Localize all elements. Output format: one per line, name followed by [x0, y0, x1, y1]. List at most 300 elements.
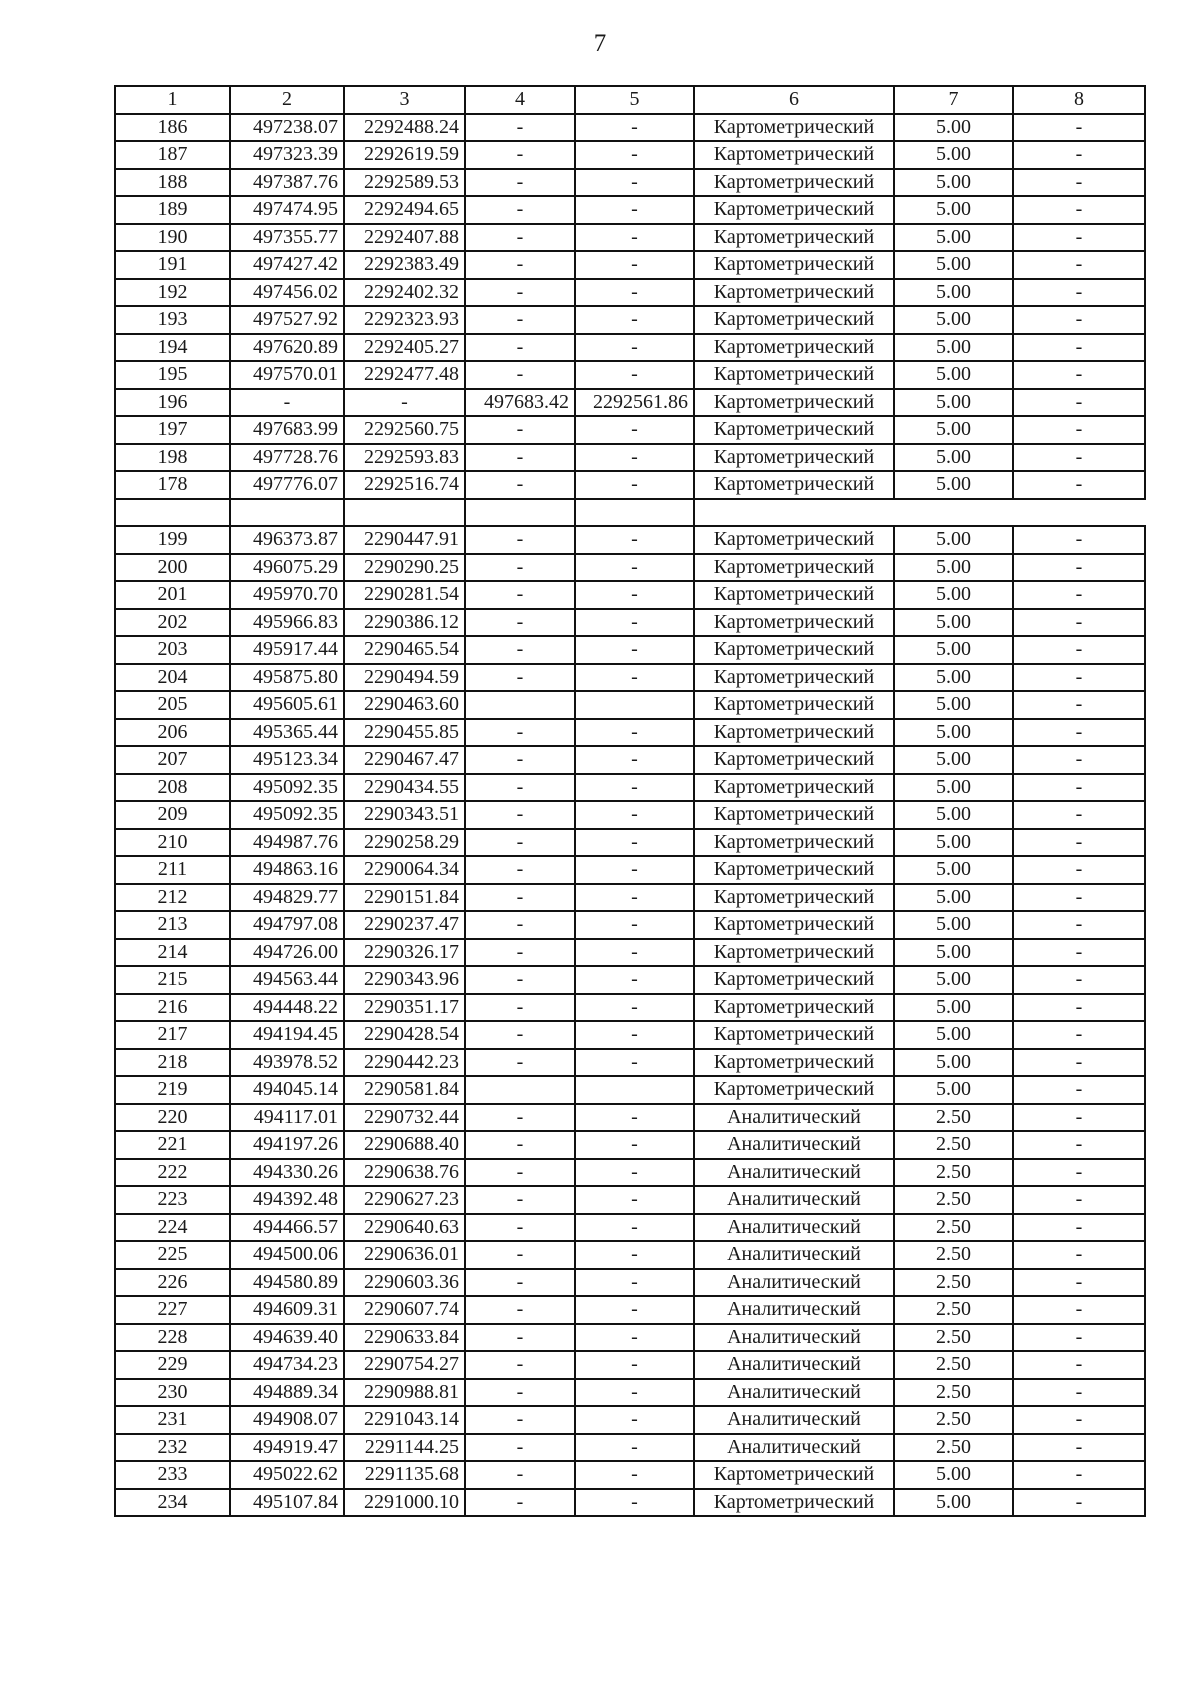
table-cell: 2290465.54 [344, 636, 465, 664]
table-cell: 5.00 [894, 1076, 1013, 1104]
table-cell: 2291135.68 [344, 1461, 465, 1489]
table-cell: - [1013, 664, 1145, 692]
table-row [115, 994, 1145, 1022]
table-cell: - [575, 1489, 694, 1517]
table-cell: 188 [115, 169, 230, 197]
table-cell: Аналитический [694, 1241, 894, 1269]
table-row [115, 1049, 1145, 1077]
table-cell: 2290638.76 [344, 1159, 465, 1187]
table-cell: 494197.26 [230, 1131, 344, 1159]
table-cell: 222 [115, 1159, 230, 1187]
table-cell: 214 [115, 939, 230, 967]
table-cell: - [575, 1049, 694, 1077]
table-cell: 2.50 [894, 1379, 1013, 1407]
table-cell: 494726.00 [230, 939, 344, 967]
table-cell: - [1013, 279, 1145, 307]
table-cell [575, 691, 694, 719]
table-cell: - [465, 416, 575, 444]
table-cell: - [465, 1241, 575, 1269]
table-cell: 196 [115, 389, 230, 417]
table-cell: - [465, 994, 575, 1022]
table-cell: - [465, 114, 575, 142]
table-cell: 494797.08 [230, 911, 344, 939]
table-row [115, 554, 1145, 582]
table-row [115, 829, 1145, 857]
table-cell [465, 691, 575, 719]
table-cell: - [1013, 1104, 1145, 1132]
table-cell: 5.00 [894, 636, 1013, 664]
table-cell: 2290064.34 [344, 856, 465, 884]
table-cell: 497355.77 [230, 224, 344, 252]
table-cell: 234 [115, 1489, 230, 1517]
table-row [115, 1269, 1145, 1297]
table-row [115, 416, 1145, 444]
table-cell: 225 [115, 1241, 230, 1269]
table-cell: 2290988.81 [344, 1379, 465, 1407]
table-cell: - [465, 1104, 575, 1132]
table-cell: 494734.23 [230, 1351, 344, 1379]
table-cell: 2290326.17 [344, 939, 465, 967]
table-cell: 494987.76 [230, 829, 344, 857]
table-cell: - [1013, 1351, 1145, 1379]
table-row [115, 884, 1145, 912]
table-cell: Картометрический [694, 664, 894, 692]
table-cell: - [1013, 1379, 1145, 1407]
table-cell: 5.00 [894, 994, 1013, 1022]
table-cell: - [230, 389, 344, 417]
table-cell: - [575, 774, 694, 802]
table-cell: 5.00 [894, 444, 1013, 472]
table-cell: 494919.47 [230, 1434, 344, 1462]
table-cell: - [465, 1379, 575, 1407]
table-cell: 232 [115, 1434, 230, 1462]
table-cell: 5.00 [894, 361, 1013, 389]
table-row [115, 1159, 1145, 1187]
table-cell: 497238.07 [230, 114, 344, 142]
table-cell: 2290151.84 [344, 884, 465, 912]
table-row [115, 636, 1145, 664]
table-cell: - [575, 1379, 694, 1407]
table-cell: 497683.42 [465, 389, 575, 417]
table-cell: - [465, 939, 575, 967]
table-cell: 2290351.17 [344, 994, 465, 1022]
table-cell: - [575, 856, 694, 884]
table-cell: - [1013, 994, 1145, 1022]
table-cell: 5.00 [894, 1049, 1013, 1077]
table-row [115, 471, 1145, 499]
table-cell: - [575, 884, 694, 912]
table-cell: Картометрический [694, 994, 894, 1022]
table-cell: 5.00 [894, 609, 1013, 637]
table-cell: - [1013, 361, 1145, 389]
table-cell: - [1013, 719, 1145, 747]
table-cell: - [575, 801, 694, 829]
table-cell: - [465, 884, 575, 912]
table-cell: - [465, 911, 575, 939]
table-cell: Картометрический [694, 1021, 894, 1049]
table-cell: 2291043.14 [344, 1406, 465, 1434]
table-cell: - [1013, 884, 1145, 912]
table-cell: 2292477.48 [344, 361, 465, 389]
table-cell: - [465, 1159, 575, 1187]
table-cell: - [465, 1131, 575, 1159]
table-cell: 2290603.36 [344, 1269, 465, 1297]
table-cell: - [575, 1131, 694, 1159]
table-cell: Картометрический [694, 554, 894, 582]
table-cell: 494466.57 [230, 1214, 344, 1242]
table-cell: 2292494.65 [344, 196, 465, 224]
table-cell: - [575, 1186, 694, 1214]
table-cell: - [465, 444, 575, 472]
table-cell: 216 [115, 994, 230, 1022]
table-cell: 2290428.54 [344, 1021, 465, 1049]
table-row [115, 279, 1145, 307]
table-cell: 220 [115, 1104, 230, 1132]
coordinates-table [114, 85, 1146, 1517]
table-cell: 494117.01 [230, 1104, 344, 1132]
table-cell: 2.50 [894, 1324, 1013, 1352]
table-cell: 2290581.84 [344, 1076, 465, 1104]
table-cell: - [575, 1406, 694, 1434]
table-cell: 495605.61 [230, 691, 344, 719]
table-cell: 5.00 [894, 169, 1013, 197]
table-cell: Аналитический [694, 1406, 894, 1434]
table-cell: - [465, 1489, 575, 1517]
table-cell: 187 [115, 141, 230, 169]
table-cell: - [575, 994, 694, 1022]
table-cell: - [1013, 636, 1145, 664]
table-cell: - [575, 1159, 694, 1187]
table-cell: Картометрический [694, 416, 894, 444]
table-cell: 2290636.01 [344, 1241, 465, 1269]
table-cell: 5.00 [894, 884, 1013, 912]
table-cell: 208 [115, 774, 230, 802]
table-row [115, 389, 1145, 417]
table-cell: 213 [115, 911, 230, 939]
table-cell: 497620.89 [230, 334, 344, 362]
table-cell: Картометрический [694, 196, 894, 224]
table-cell: 5.00 [894, 224, 1013, 252]
table-cell: Картометрический [694, 114, 894, 142]
table-cell: Аналитический [694, 1296, 894, 1324]
table-row [115, 361, 1145, 389]
table-cell: - [575, 1241, 694, 1269]
table-cell: - [1013, 829, 1145, 857]
table-cell: - [575, 444, 694, 472]
table-cell: 2290442.23 [344, 1049, 465, 1077]
table-cell: 5.00 [894, 279, 1013, 307]
table-cell: 2292593.83 [344, 444, 465, 472]
table-row [115, 334, 1145, 362]
table-cell: 2290463.60 [344, 691, 465, 719]
table-cell: - [1013, 334, 1145, 362]
table-cell: - [1013, 801, 1145, 829]
table-cell: 5.00 [894, 1461, 1013, 1489]
empty-cell [344, 499, 465, 527]
table-cell: 5.00 [894, 141, 1013, 169]
table-row [115, 1104, 1145, 1132]
table-cell: - [1013, 1269, 1145, 1297]
table-cell: - [1013, 1049, 1145, 1077]
table-cell: 494889.34 [230, 1379, 344, 1407]
table-row [115, 251, 1145, 279]
table-cell: Картометрический [694, 361, 894, 389]
table-cell: Аналитический [694, 1104, 894, 1132]
table-cell: 2.50 [894, 1241, 1013, 1269]
table-cell: Аналитический [694, 1269, 894, 1297]
table-cell: Картометрический [694, 719, 894, 747]
column-header: 7 [894, 86, 1013, 114]
table-cell: 497728.76 [230, 444, 344, 472]
table-cell: 2292407.88 [344, 224, 465, 252]
table-row [115, 196, 1145, 224]
table-cell: - [465, 1351, 575, 1379]
table-cell: - [465, 1296, 575, 1324]
table-row [115, 719, 1145, 747]
table-cell: 495966.83 [230, 609, 344, 637]
table-cell: 5.00 [894, 416, 1013, 444]
table-cell: - [575, 1021, 694, 1049]
table-cell: - [1013, 114, 1145, 142]
table-cell: 204 [115, 664, 230, 692]
table-cell: - [465, 1021, 575, 1049]
table-row [115, 114, 1145, 142]
table-cell: - [465, 251, 575, 279]
table-cell: 2290494.59 [344, 664, 465, 692]
table-cell: 494639.40 [230, 1324, 344, 1352]
table-cell: 186 [115, 114, 230, 142]
table-cell: 495107.84 [230, 1489, 344, 1517]
table-cell: 2290633.84 [344, 1324, 465, 1352]
table-cell: - [465, 856, 575, 884]
table-cell: 5.00 [894, 1489, 1013, 1517]
table-cell: - [465, 1434, 575, 1462]
table-cell: Картометрический [694, 581, 894, 609]
table-row [115, 1379, 1145, 1407]
table-cell: 5.00 [894, 966, 1013, 994]
table-cell [575, 1076, 694, 1104]
table-cell: - [575, 141, 694, 169]
table-cell: Картометрический [694, 279, 894, 307]
table-cell: - [465, 224, 575, 252]
table-cell: 2292402.32 [344, 279, 465, 307]
table-cell: - [1013, 856, 1145, 884]
table-cell: Картометрический [694, 911, 894, 939]
table-cell: - [465, 471, 575, 499]
table-cell: - [575, 1434, 694, 1462]
table-cell: 210 [115, 829, 230, 857]
table-cell: 2290732.44 [344, 1104, 465, 1132]
table-cell: 5.00 [894, 526, 1013, 554]
table-cell: Картометрический [694, 306, 894, 334]
table-cell: - [575, 636, 694, 664]
table-cell: 495092.35 [230, 774, 344, 802]
table-cell: 495022.62 [230, 1461, 344, 1489]
table-cell: - [1013, 554, 1145, 582]
column-header: 5 [575, 86, 694, 114]
table-cell: - [465, 1324, 575, 1352]
table-cell: 192 [115, 279, 230, 307]
table-cell: - [1013, 1406, 1145, 1434]
table-cell: 221 [115, 1131, 230, 1159]
table-cell: 5.00 [894, 664, 1013, 692]
table-cell: 494563.44 [230, 966, 344, 994]
table-cell: 2.50 [894, 1159, 1013, 1187]
table-cell: Аналитический [694, 1324, 894, 1352]
table-cell: 5.00 [894, 389, 1013, 417]
table-cell: 207 [115, 746, 230, 774]
table-cell: - [1013, 1241, 1145, 1269]
table-cell: 2290447.91 [344, 526, 465, 554]
column-header: 4 [465, 86, 575, 114]
table-cell: 2290754.27 [344, 1351, 465, 1379]
table-cell: 5.00 [894, 554, 1013, 582]
empty-cell [575, 499, 694, 527]
table-cell: 2290237.47 [344, 911, 465, 939]
table-cell: 2290281.54 [344, 581, 465, 609]
column-header: 6 [694, 86, 894, 114]
table-cell: - [465, 966, 575, 994]
table-cell: - [465, 1049, 575, 1077]
table-row [115, 1489, 1145, 1517]
table-cell: Картометрический [694, 444, 894, 472]
empty-cell [694, 499, 1145, 527]
table-cell: Картометрический [694, 1461, 894, 1489]
table-row [115, 746, 1145, 774]
empty-cell [115, 499, 230, 527]
table-cell: - [1013, 581, 1145, 609]
table-cell: 198 [115, 444, 230, 472]
table-row [115, 1076, 1145, 1104]
table-cell: 2.50 [894, 1406, 1013, 1434]
table-cell: 5.00 [894, 471, 1013, 499]
table-cell: 5.00 [894, 939, 1013, 967]
table-row [115, 1296, 1145, 1324]
table-cell: 494392.48 [230, 1186, 344, 1214]
table-cell: Аналитический [694, 1159, 894, 1187]
table-cell: 2292560.75 [344, 416, 465, 444]
table-cell: 5.00 [894, 334, 1013, 362]
table-row [115, 1214, 1145, 1242]
table-cell: Картометрический [694, 224, 894, 252]
table-cell: 2.50 [894, 1131, 1013, 1159]
table-cell: - [1013, 1461, 1145, 1489]
table-cell: 2.50 [894, 1214, 1013, 1242]
table-cell: Картометрический [694, 774, 894, 802]
table-cell: 215 [115, 966, 230, 994]
table-cell: Картометрический [694, 471, 894, 499]
table-cell: Картометрический [694, 966, 894, 994]
table-cell: 494829.77 [230, 884, 344, 912]
table-row [115, 169, 1145, 197]
table-cell: 495917.44 [230, 636, 344, 664]
table-row [115, 966, 1145, 994]
table-cell: - [465, 774, 575, 802]
table-cell: - [575, 279, 694, 307]
table-row [115, 801, 1145, 829]
table-cell: - [1013, 966, 1145, 994]
table-cell: 201 [115, 581, 230, 609]
table-cell: 226 [115, 1269, 230, 1297]
table-cell: - [1013, 1021, 1145, 1049]
table-cell: - [1013, 939, 1145, 967]
table-cell: - [575, 939, 694, 967]
table-cell: - [465, 334, 575, 362]
table-cell: - [1013, 911, 1145, 939]
table-cell: 200 [115, 554, 230, 582]
table-cell: 2290343.96 [344, 966, 465, 994]
table-row [115, 691, 1145, 719]
table-cell: 494330.26 [230, 1159, 344, 1187]
table-cell: - [575, 746, 694, 774]
table-cell: - [1013, 416, 1145, 444]
table-cell: - [465, 801, 575, 829]
table-cell: - [465, 1461, 575, 1489]
table-cell: Картометрический [694, 141, 894, 169]
separator-row [115, 499, 1145, 527]
table-cell: 203 [115, 636, 230, 664]
table-cell: - [575, 1214, 694, 1242]
table-cell: Картометрический [694, 526, 894, 554]
table-cell: 205 [115, 691, 230, 719]
table-cell: 5.00 [894, 719, 1013, 747]
table-cell: 497570.01 [230, 361, 344, 389]
table-cell: - [575, 471, 694, 499]
table-cell: 233 [115, 1461, 230, 1489]
table-cell: Картометрический [694, 801, 894, 829]
table-cell: 497323.39 [230, 141, 344, 169]
page-number: 7 [593, 30, 607, 57]
table-cell: - [575, 526, 694, 554]
table-cell: 5.00 [894, 856, 1013, 884]
table-cell: 209 [115, 801, 230, 829]
table-cell: 497387.76 [230, 169, 344, 197]
table-cell: - [1013, 1296, 1145, 1324]
table-cell: Картометрический [694, 334, 894, 362]
table-cell: - [575, 1104, 694, 1132]
table-cell: 5.00 [894, 581, 1013, 609]
table-cell: Картометрический [694, 939, 894, 967]
table-cell: 217 [115, 1021, 230, 1049]
table-cell: 2.50 [894, 1351, 1013, 1379]
table-cell: 2290607.74 [344, 1296, 465, 1324]
table-row [115, 224, 1145, 252]
table-cell: 2290627.23 [344, 1186, 465, 1214]
table-cell: - [1013, 526, 1145, 554]
table-cell: - [465, 829, 575, 857]
table-cell: 5.00 [894, 911, 1013, 939]
table-cell: 2.50 [894, 1186, 1013, 1214]
table-cell: 2290343.51 [344, 801, 465, 829]
table-cell: - [465, 1406, 575, 1434]
column-header: 8 [1013, 86, 1145, 114]
table-cell: 5.00 [894, 306, 1013, 334]
table-cell: - [465, 196, 575, 224]
table-cell: 230 [115, 1379, 230, 1407]
table-cell: - [575, 554, 694, 582]
table-cell: 194 [115, 334, 230, 362]
table-cell: Картометрический [694, 1076, 894, 1104]
table-cell: - [575, 1351, 694, 1379]
column-header: 3 [344, 86, 465, 114]
table-cell: - [1013, 306, 1145, 334]
table-cell: 227 [115, 1296, 230, 1324]
table-header-row [115, 86, 1145, 114]
table-cell: - [575, 1296, 694, 1324]
table-cell: 228 [115, 1324, 230, 1352]
table-cell: 2292589.53 [344, 169, 465, 197]
table-cell: Картометрический [694, 389, 894, 417]
